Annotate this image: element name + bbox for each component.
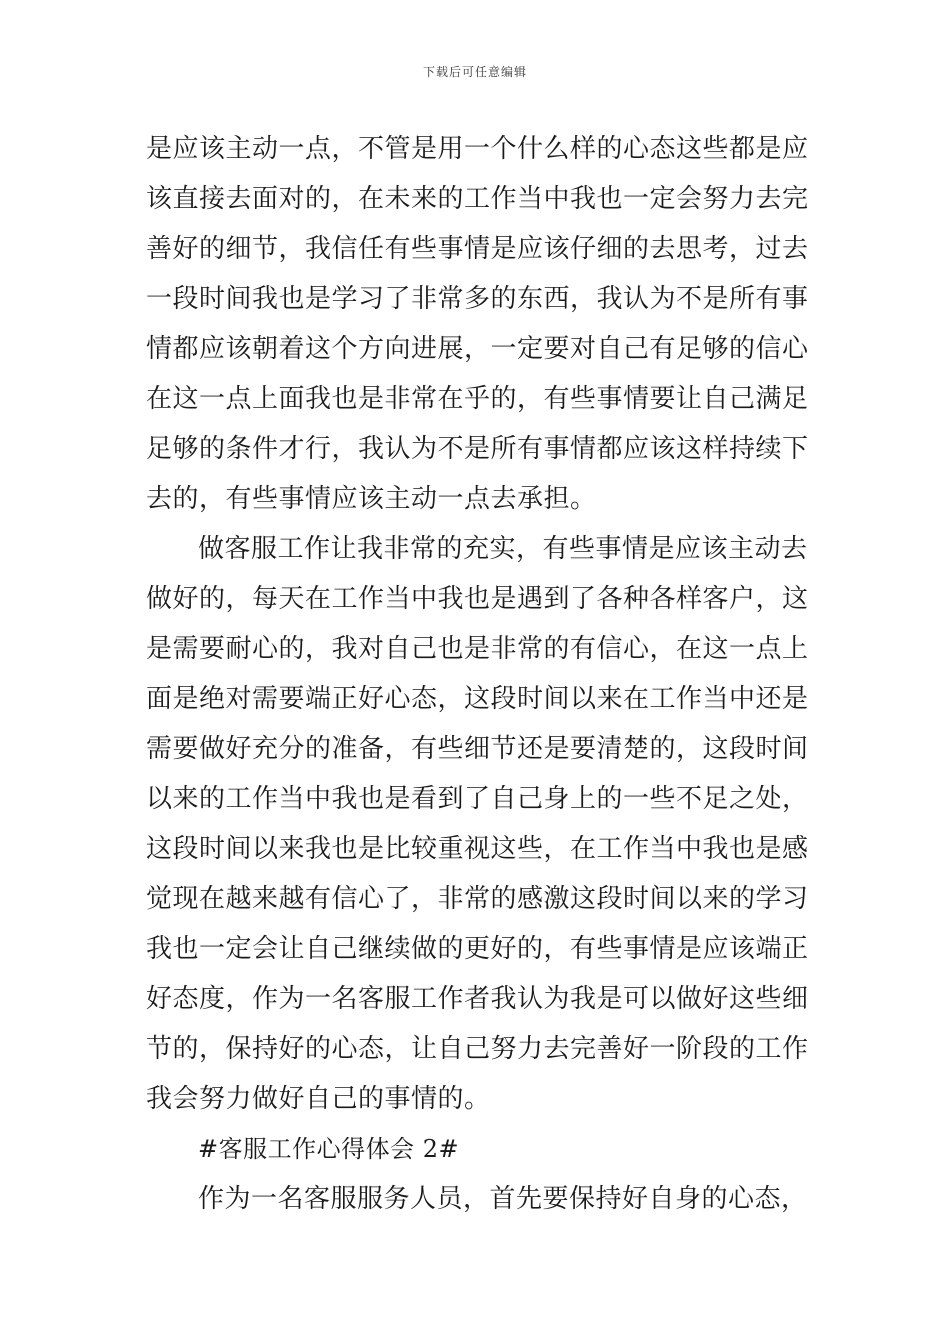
text-line: 觉现在越来越有信心了，非常的感激这段时间以来的学习 <box>146 884 809 914</box>
text-line: 好态度，作为一名客服工作者我认为我是可以做好这些细 <box>146 984 809 1014</box>
paragraph-first-line: 做客服工作让我非常的充实，有些事情是应该主动去 <box>198 534 808 564</box>
text-line: 善好的细节，我信任有些事情是应该仔细的去思考，过去 <box>146 234 809 264</box>
paragraph-first-line: 作为一名客服服务人员，首先要保持好自身的心态， <box>198 1184 808 1214</box>
text-line: 一段时间我也是学习了非常多的东西，我认为不是所有事 <box>146 284 809 314</box>
text-line: 我也一定会让自己继续做的更好的，有些事情是应该端正 <box>146 934 809 964</box>
page-header: 下载后可任意编辑 <box>422 65 527 79</box>
text-line: 我会努力做好自己的事情的。 <box>146 1084 491 1114</box>
text-line: 需要做好充分的准备，有些细节还是要清楚的，这段时间 <box>146 734 809 764</box>
section-heading: #客服工作心得体会 2# <box>198 1135 460 1163</box>
text-line: 足够的条件才行，我认为不是所有事情都应该这样持续下 <box>146 434 809 464</box>
text-line: 节的，保持好的心态，让自己努力去完善好一阶段的工作 <box>146 1034 809 1064</box>
document-body <box>146 124 810 1224</box>
text-line: 是需要耐心的，我对自己也是非常的有信心，在这一点上 <box>146 634 809 664</box>
text-line: 这段时间以来我也是比较重视这些，在工作当中我也是感 <box>146 834 809 864</box>
text-line: 去的，有些事情应该主动一点去承担。 <box>146 484 597 514</box>
text-line: 面是绝对需要端正好心态，这段时间以来在工作当中还是 <box>146 684 809 714</box>
text-line: 以来的工作当中我也是看到了自己身上的一些不足之处， <box>146 784 809 814</box>
text-line: 情都应该朝着这个方向进展，一定要对自己有足够的信心 <box>146 334 809 364</box>
text-line: 做好的，每天在工作当中我也是遇到了各种各样客户，这 <box>146 584 809 614</box>
text-line: 在这一点上面我也是非常在乎的，有些事情要让自己满足 <box>146 384 809 414</box>
text-line: 该直接去面对的，在未来的工作当中我也一定会努力去完 <box>146 184 809 214</box>
text-line: 是应该主动一点，不管是用一个什么样的心态这些都是应 <box>146 134 809 164</box>
